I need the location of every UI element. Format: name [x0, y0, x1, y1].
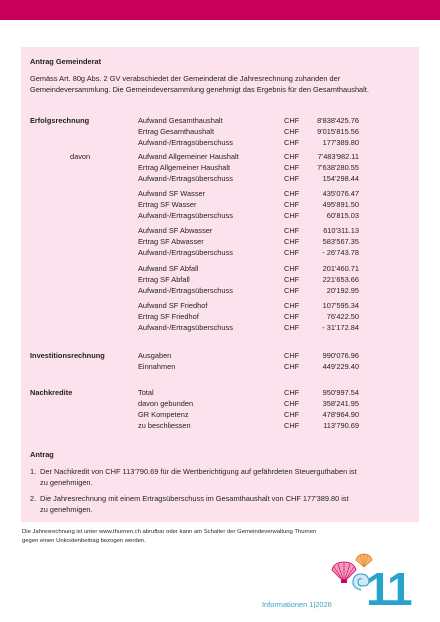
row-value: 221'653.66 [322, 275, 359, 284]
section-nachkredite: Nachkredite [30, 388, 73, 397]
row-value: - 31'172.84 [322, 323, 359, 332]
row-value: 20'192.95 [326, 286, 359, 295]
row-value: 8'838'425.76 [317, 116, 359, 125]
row-currency: CHF [284, 127, 300, 136]
antrag-1-line-1: Der Nachkredit von CHF 113'790.69 für die Wertberichtigung auf gefährdeten Steuerguthaben ist [40, 467, 357, 476]
antrag-2-line-1: Die Jahresrechnung mit einem Ertragsüberschuss im Gesamthaushalt von CHF 177'389.80 ist [40, 494, 349, 503]
row-label: Aufwand-/Ertragsüberschuss [138, 211, 233, 220]
section-investitionsrechnung: Investitionsrechnung [30, 351, 105, 360]
row-label: zu beschliessen [138, 421, 191, 430]
row-currency: CHF [284, 200, 300, 209]
row-label: Aufwand-/Ertragsüberschuss [138, 138, 233, 147]
row-currency: CHF [284, 116, 300, 125]
row-label: Aufwand SF Friedhof [138, 301, 208, 310]
row-currency: CHF [284, 237, 300, 246]
row-label: Aufwand Gesamthaushalt [138, 116, 223, 125]
row-label: Ertrag Gesamthaushalt [138, 127, 214, 136]
row-value: 60'815.03 [326, 211, 359, 220]
row-currency: CHF [284, 275, 300, 284]
row-value: 990'076.96 [322, 351, 359, 360]
antrag-heading: Antrag [30, 450, 54, 459]
row-currency: CHF [284, 421, 300, 430]
row-label: Ertrag SF Wasser [138, 200, 197, 209]
row-label: Aufwand-/Ertragsüberschuss [138, 248, 233, 257]
row-label: Aufwand Allgemeiner Haushalt [138, 152, 239, 161]
row-currency: CHF [284, 388, 300, 397]
row-value: - 26'743.78 [322, 248, 359, 257]
antrag-1-number: 1. [30, 467, 37, 476]
row-label: Ertrag SF Abwasser [138, 237, 204, 246]
row-value: 610'311.13 [323, 226, 359, 235]
row-label: GR Kompetenz [138, 410, 189, 419]
row-value: 478'964.90 [322, 410, 359, 419]
row-currency: CHF [284, 323, 300, 332]
row-value: 9'015'815.56 [317, 127, 359, 136]
row-value: 76'422.50 [326, 312, 359, 321]
row-value: 495'891.50 [322, 200, 359, 209]
row-currency: CHF [284, 301, 300, 310]
row-label: Einnahmen [138, 362, 176, 371]
row-currency: CHF [284, 152, 300, 161]
row-currency: CHF [284, 189, 300, 198]
antrag-2-line-2: zu genehmigen. [40, 505, 93, 514]
row-label: Total [138, 388, 154, 397]
row-currency: CHF [284, 211, 300, 220]
row-label: Aufwand-/Ertragsüberschuss [138, 174, 233, 183]
row-label: Ertrag Allgemeiner Haushalt [138, 163, 231, 172]
row-currency: CHF [284, 286, 300, 295]
row-currency: CHF [284, 312, 300, 321]
row-currency: CHF [284, 410, 300, 419]
footer-publication: Informationen 1|2026 [262, 600, 332, 609]
row-value: 7'483'982.11 [317, 152, 359, 161]
row-value: 113'790.69 [323, 421, 359, 430]
footnote [22, 528, 422, 545]
row-currency: CHF [284, 248, 300, 257]
row-label: davon gebunden [138, 399, 194, 408]
section-davon: davon [70, 152, 91, 161]
row-currency: CHF [284, 399, 300, 408]
row-value: 950'997.54 [322, 388, 359, 397]
row-currency: CHF [284, 138, 300, 147]
row-currency: CHF [284, 226, 300, 235]
box-heading: Antrag Gemeinderat [30, 57, 102, 66]
row-label: Aufwand SF Abwasser [138, 226, 213, 235]
row-label: Ertrag SF Abfall [138, 275, 190, 284]
antrag-1-line-2: zu genehmigen. [40, 478, 93, 487]
row-currency: CHF [284, 163, 300, 172]
top-accent-bar [0, 0, 440, 20]
row-currency: CHF [284, 264, 300, 273]
row-value: 449'229.40 [322, 362, 359, 371]
row-label: Ausgaben [138, 351, 172, 360]
row-value: 358'241.95 [322, 399, 359, 408]
row-label: Aufwand SF Abfall [138, 264, 199, 273]
row-label: Aufwand SF Wasser [138, 189, 206, 198]
row-label: Ertrag SF Friedhof [138, 312, 199, 321]
row-value: 583'567.35 [322, 237, 359, 246]
row-currency: CHF [284, 174, 300, 183]
row-value: 201'460.71 [322, 264, 359, 273]
intro-line-1: Gemäss Art. 80g Abs. 2 GV verabschiedet der Gemeinderat die Jahresrechnung zuhanden der [30, 74, 341, 83]
row-value: 435'076.47 [322, 189, 359, 198]
row-value: 154'298.44 [322, 174, 359, 183]
intro-line-2: Gemeindeversammlung. Die Gemeindeversammlung genehmigt das Ergebnis für den Gesamthaushalt. [30, 85, 369, 94]
row-label: Aufwand-/Ertragsüberschuss [138, 286, 233, 295]
antrag-2-number: 2. [30, 494, 37, 503]
row-label: Aufwand-/Ertragsüberschuss [138, 323, 233, 332]
row-value: 177'389.80 [322, 138, 359, 147]
page-number: 11 [366, 563, 411, 615]
section-erfolgsrechnung: Erfolgsrechnung [30, 116, 90, 125]
row-currency: CHF [284, 362, 300, 371]
footnote-line-2: gegen einen Unkostenbeitrag bezogen werden. [22, 537, 146, 544]
row-value: 7'638'280.55 [317, 163, 359, 172]
row-currency: CHF [284, 351, 300, 360]
row-value: 107'595.34 [322, 301, 359, 310]
footnote-line-1: Die Jahresrechnung ist unter www.thurnen.ch abrufbar oder kann am Schalter der Gemeindeverwaltung Thurnen [22, 529, 317, 535]
